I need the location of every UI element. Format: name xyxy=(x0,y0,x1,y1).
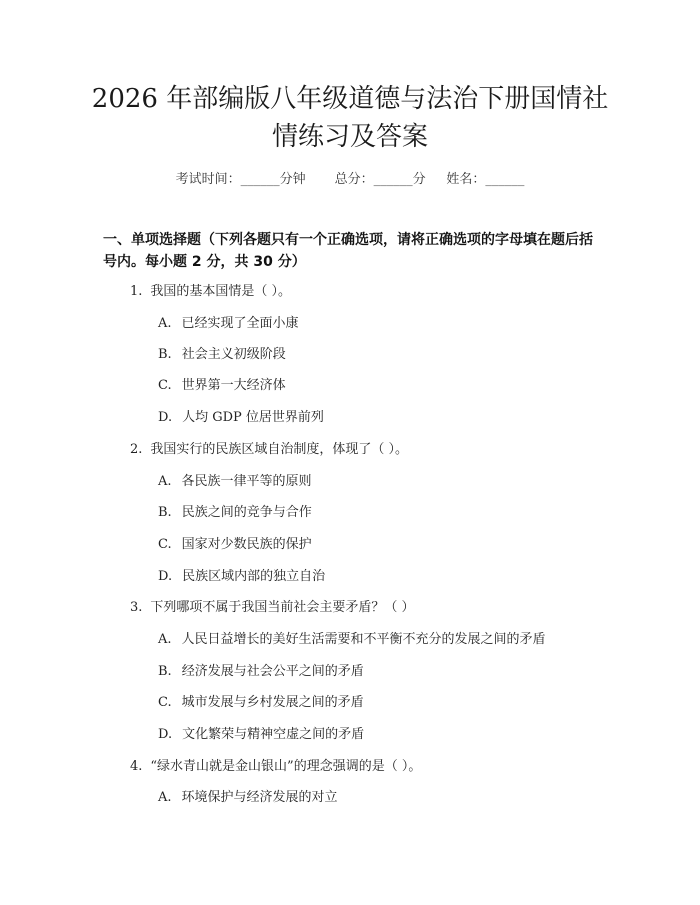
question-number: 2. xyxy=(130,442,143,457)
question-text: “绿水青山就是金山银山”的理念强调的是（ ）。 xyxy=(150,759,422,774)
option-letter: D. xyxy=(158,727,173,742)
question-number: 1. xyxy=(130,284,143,299)
score-unit: 分 xyxy=(412,172,426,187)
name-label: 姓名： xyxy=(446,172,486,187)
question-text: 我国实行的民族区域自治制度，体现了（ ）。 xyxy=(150,442,409,457)
question-number: 4. xyxy=(130,759,143,774)
question-number: 3. xyxy=(130,600,143,615)
option-text: 社会主义初级阶段 xyxy=(181,347,286,362)
option-text: 世界第一大经济体 xyxy=(181,378,286,393)
question-3 xyxy=(130,598,415,618)
title-line-2: 情练习及答案 xyxy=(271,122,428,152)
option-letter: D. xyxy=(158,410,173,425)
question-3-option-d xyxy=(158,725,364,745)
option-letter: A. xyxy=(158,790,172,805)
option-text: 文化繁荣与精神空虚之间的矛盾 xyxy=(182,727,365,742)
section-heading-line-1: 一、单项选择题（下列各题只有一个正确选项，请将正确选项的字母填在题后括 xyxy=(103,232,593,248)
option-letter: B. xyxy=(158,505,172,520)
option-letter: A. xyxy=(158,474,172,489)
title-line-1: 2026 年部编版八年级道德与法治下册国情社 xyxy=(91,84,609,114)
option-text: 经济发展与社会公平之间的矛盾 xyxy=(181,664,364,679)
option-text: 国家对少数民族的保护 xyxy=(181,537,312,552)
option-letter: A. xyxy=(158,316,172,331)
question-text: 我国的基本国情是（ ）。 xyxy=(150,284,292,299)
question-1-option-d xyxy=(158,408,324,428)
question-3-option-b xyxy=(158,662,364,682)
section-heading xyxy=(103,229,603,273)
question-3-option-c xyxy=(158,693,364,713)
option-text: 城市发展与乡村发展之间的矛盾 xyxy=(181,695,364,710)
name-blank: ______ xyxy=(485,172,525,187)
question-1-option-a xyxy=(158,314,299,334)
score-blank: ______ xyxy=(373,172,413,187)
question-1-option-c xyxy=(158,376,286,396)
question-3-option-a xyxy=(158,630,546,650)
option-text: 民族之间的竞争与合作 xyxy=(181,505,312,520)
exam-info xyxy=(0,168,700,187)
option-text: 环境保护与经济发展的对立 xyxy=(181,790,338,805)
time-blank: ______ xyxy=(240,172,280,187)
page-title xyxy=(80,80,620,156)
option-text: 民族区域内部的独立自治 xyxy=(182,569,326,584)
question-2-option-a xyxy=(158,472,312,492)
option-letter: D. xyxy=(158,569,173,584)
question-2-option-c xyxy=(158,535,312,555)
score-label: 总分： xyxy=(334,172,374,187)
option-text: 人均 GDP 位居世界前列 xyxy=(182,410,324,425)
question-2-option-d xyxy=(158,567,325,587)
option-letter: B. xyxy=(158,347,172,362)
option-text: 人民日益增长的美好生活需要和不平衡不充分的发展之间的矛盾 xyxy=(181,632,546,647)
time-label: 考试时间： xyxy=(175,172,241,187)
question-text: 下列哪项不属于我国当前社会主要矛盾？（ ） xyxy=(150,600,415,615)
option-letter: C. xyxy=(158,378,172,393)
section-heading-line-2: 号内。每小题 2 分，共 30 分） xyxy=(103,254,306,270)
question-4 xyxy=(130,757,421,777)
question-4-option-a xyxy=(158,788,338,808)
option-text: 各民族一律平等的原则 xyxy=(181,474,312,489)
question-2-option-b xyxy=(158,503,312,523)
option-letter: B. xyxy=(158,664,172,679)
question-2 xyxy=(130,440,408,460)
option-text: 已经实现了全面小康 xyxy=(181,316,299,331)
option-letter: A. xyxy=(158,632,172,647)
option-letter: C. xyxy=(158,695,172,710)
time-unit: 分钟 xyxy=(279,172,306,187)
question-1-option-b xyxy=(158,345,286,365)
question-1 xyxy=(130,282,291,302)
option-letter: C. xyxy=(158,537,172,552)
